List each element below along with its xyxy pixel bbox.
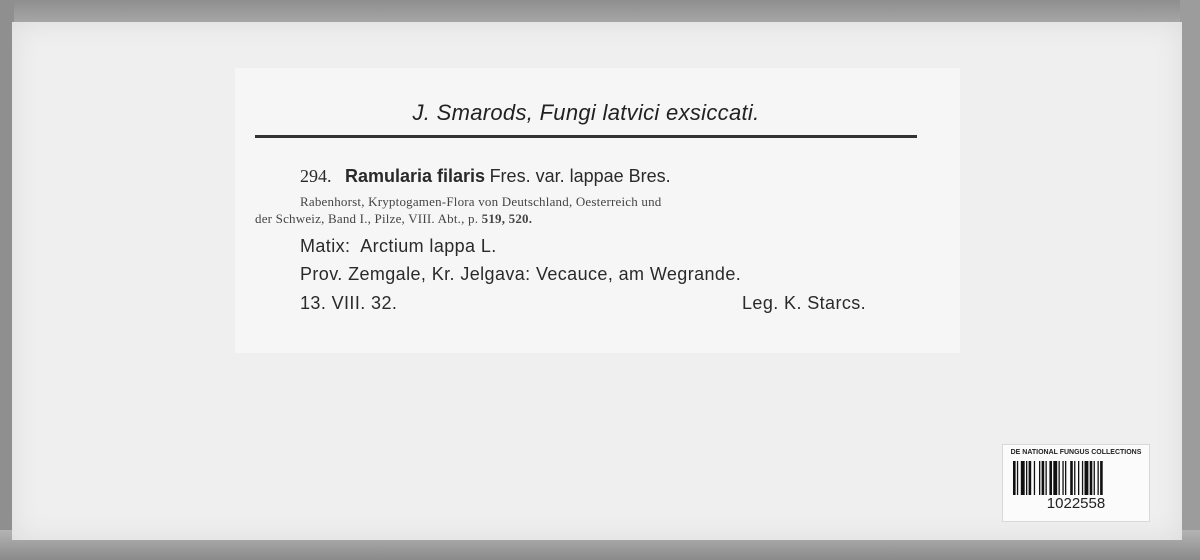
reference-prefix: der Schweiz, Band I., Pilze, VIII. Abt., p.: [255, 211, 479, 226]
species-line: [300, 166, 671, 187]
barcode-stripe: [1026, 461, 1027, 495]
matrix-label: Matix:: [300, 236, 351, 256]
reference-line-1: Rabenhorst, Kryptogamen-Flora von Deutschland, Oesterreich und: [300, 194, 662, 209]
barcode-stripe: [1034, 461, 1035, 495]
barcode-stripe: [1046, 461, 1047, 495]
barcode-stripe: [1100, 461, 1103, 495]
title-rule: [255, 135, 917, 138]
barcode-stripe: [1013, 461, 1016, 495]
barcode-stripe: [1085, 461, 1089, 495]
barcode-stripe: [1021, 461, 1025, 495]
label-title: J. Smarods, Fungi latvici exsiccati.: [412, 100, 760, 125]
barcode-stripe: [1062, 461, 1063, 495]
scan-border-top: [0, 0, 1200, 24]
reference-line-2: [255, 211, 532, 227]
barcode-stripe: [1017, 461, 1018, 495]
barcode-stripe: [1090, 461, 1093, 495]
barcode-stripe: [1094, 461, 1095, 495]
barcode-stripe: [1065, 461, 1066, 495]
collector-name: Leg. K. Starcs.: [742, 293, 867, 313]
species-authority: Fres. var. lappae Bres.: [489, 166, 671, 186]
species-name: Ramularia filaris: [345, 166, 486, 186]
collection-date: 13. VIII. 32.: [300, 293, 398, 313]
barcode-number: 1022558: [1046, 495, 1106, 512]
barcode-stripe: [1042, 461, 1045, 495]
scan-border-right: [1180, 0, 1200, 560]
matrix-value: Arctium lappa L.: [360, 236, 497, 256]
barcode-bars: [1013, 461, 1139, 495]
barcode-stripe: [1053, 461, 1057, 495]
barcode-stripe: [1039, 461, 1040, 495]
barcode-stripe: [1098, 461, 1099, 495]
barcode-stripe: [1029, 461, 1032, 495]
barcode-stripe: [1059, 461, 1060, 495]
locality-line: Prov. Zemgale, Kr. Jelgava: Vecauce, am Wegrande.: [300, 264, 742, 284]
barcode-stripe: [1049, 461, 1052, 495]
barcode-institution: DE NATIONAL FUNGUS COLLECTIONS: [1010, 449, 1142, 456]
entry-number: 294.: [300, 166, 332, 186]
barcode-stripe: [1078, 461, 1079, 495]
barcode-stripe: [1074, 461, 1075, 495]
reference-pages: 519, 520.: [481, 211, 533, 226]
barcode-stripe: [1070, 461, 1073, 495]
barcode-label: [1002, 444, 1150, 522]
matrix-line: [300, 236, 497, 257]
barcode-stripe: [1082, 461, 1083, 495]
